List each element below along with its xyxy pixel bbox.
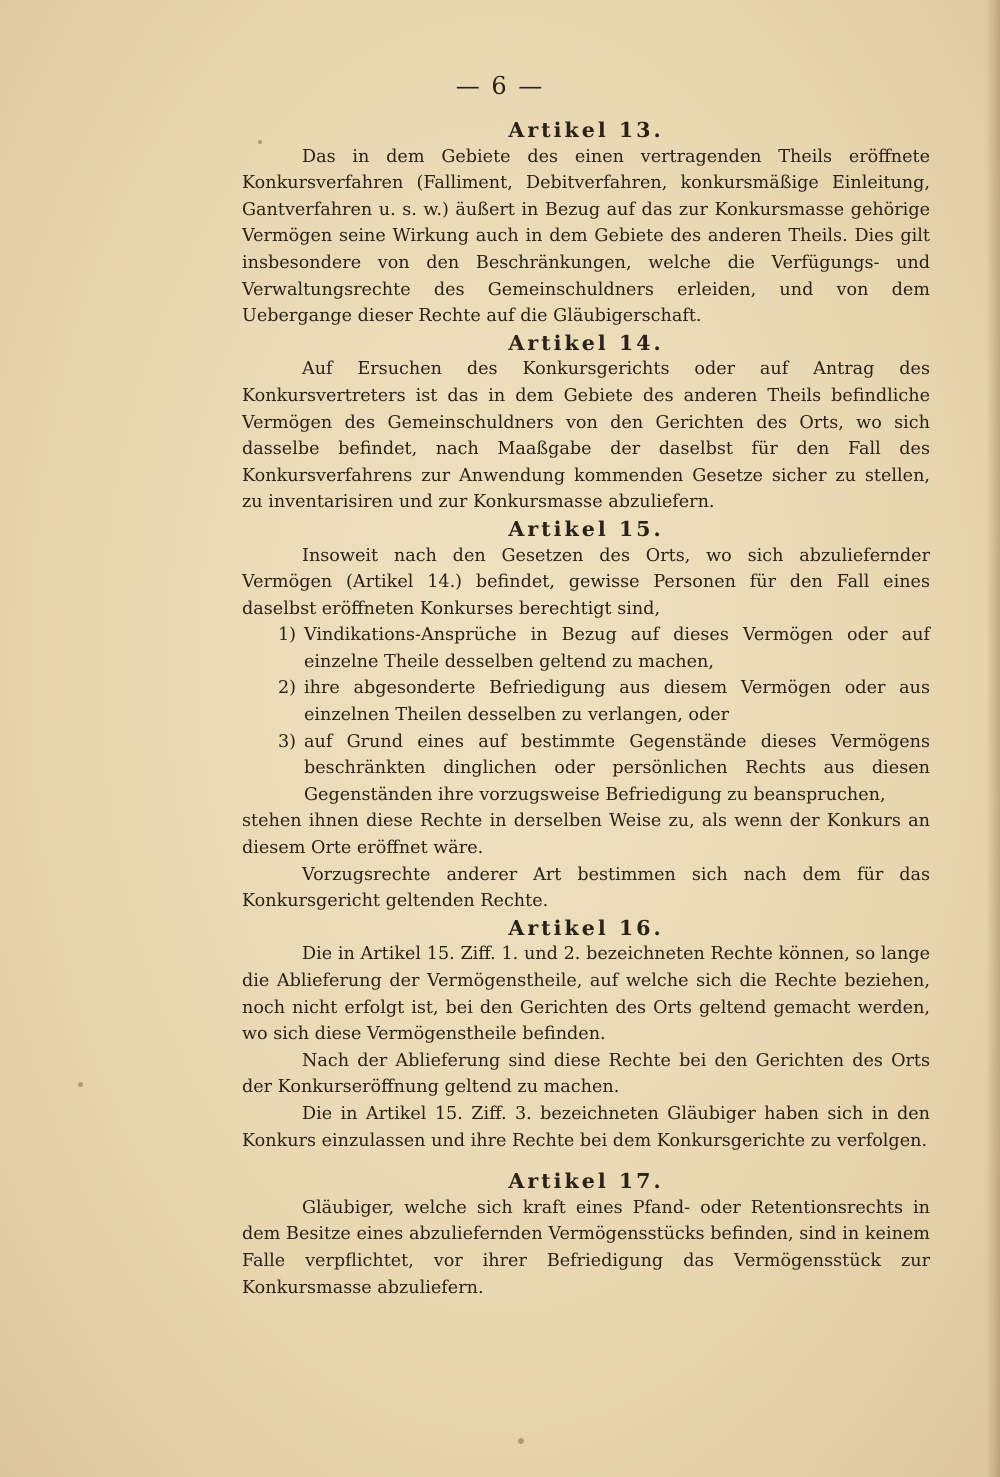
paragraph: Gläubiger, welche sich kraft eines Pfand- oder Retentionsrechts in dem Besitze eines abzuliefernden Vermögensstücks befinden, sind in keinem Falle verpflichtet, vor ihrer Befriedigung das Vermögensstück zur Konkursmasse abzuliefern. <box>242 1197 930 1298</box>
paper-speck <box>78 1082 83 1087</box>
paragraph: Nach der Ablieferung sind diese Rechte bei den Gerichten des Orts der Konkurseröffnung geltend zu machen. <box>242 1050 930 1098</box>
list-item <box>242 675 930 728</box>
paragraph: Vorzugsrechte anderer Art bestimmen sich nach dem für das Konkursgericht geltenden Rechte. <box>242 864 930 912</box>
page-edge-shadow <box>986 0 1000 1477</box>
paragraph: stehen ihnen diese Rechte in derselben Weise zu, als wenn der Konkurs an diesem Orte eröffnet wäre. <box>242 811 930 859</box>
body-text <box>242 117 930 1301</box>
article-heading: Artikel 14. <box>508 330 664 355</box>
list-item-text: auf Grund eines auf bestimmte Gegenstände dieses Vermögens beschränkten dinglichen oder persönlichen Rechts aus diesen Gegenständen ihre vorzugsweise Befriedigung zu beanspruchen, <box>304 731 930 805</box>
paragraph: Die in Artikel 15. Ziff. 3. bezeichneten Gläubiger haben sich in den Konkurs einzulassen und ihre Rechte bei dem Konkursgerichte zu verfolgen. <box>242 1103 930 1151</box>
page-number: — 6 — <box>455 72 545 100</box>
paper-speck <box>518 1438 524 1444</box>
list-item-text: Vindikations-Ansprüche in Bezug auf dieses Vermögen oder auf einzelne Theile desselben geltend zu machen, <box>304 625 930 672</box>
article-heading: Artikel 16. <box>508 915 664 940</box>
list-item <box>242 729 930 809</box>
paragraph: Die in Artikel 15. Ziff. 1. und 2. bezeichneten Rechte können, so lange die Ablieferung der Vermögenstheile, auf welche sich die Rechte beziehen, noch nicht erfolgt ist, bei den Gerichten des Orts geltend gemacht werden, wo sich diese Vermögenstheile befinden. <box>242 944 930 1045</box>
paragraph: Auf Ersuchen des Konkursgerichts oder auf Antrag des Konkursvertreters ist das in dem Gebiete des anderen Theils befindliche Vermögen des Gemeinschuldners von den Gerichten des Orts, wo sich dasselbe befindet, nach Maaßgabe der daselbst für den Fall des Konkursverfahrens zur Anwendung kommenden Gesetze sicher zu stellen, zu inventarisiren und zur Konkursmasse abzuliefern. <box>242 359 930 513</box>
list-item-text: ihre abgesonderte Befriedigung aus diesem Vermögen oder aus einzelnen Theilen desselben zu verlangen, oder <box>304 678 930 726</box>
list-item-number: 1) <box>277 625 296 646</box>
article-heading: Artikel 13. <box>508 118 664 142</box>
article-heading: Artikel 15. <box>508 516 664 541</box>
list-item-number: 2) <box>277 678 296 699</box>
list-item-number: 3) <box>277 731 296 752</box>
paragraph: Das in dem Gebiete des einen vertragenden Theils eröffnete Konkursverfahren (Falliment, Debitverfahren, konkursmäßige Einleitung, Gantverfahren u. s. w.) äußert in Bezug auf das zur Konkursmasse gehörige Vermögen seine Wirkung auch in dem Gebiete des anderen Theils. Dies gilt insbesondere von den Beschränkungen, welche die Verfügungs- und Verwaltungsrechte des Gemeinschuldners erleiden, und von dem Uebergange dieser Rechte auf die Gläubigerschaft. <box>242 146 930 327</box>
list-item <box>242 622 930 675</box>
paragraph: Insoweit nach den Gesetzen des Orts, wo sich abzuliefernder Vermögen (Artikel 14.) befindet, gewisse Personen für den Fall eines daselbst eröffneten Konkurses berechtigt sind, <box>242 545 930 619</box>
article-heading: Artikel 17. <box>508 1169 664 1194</box>
